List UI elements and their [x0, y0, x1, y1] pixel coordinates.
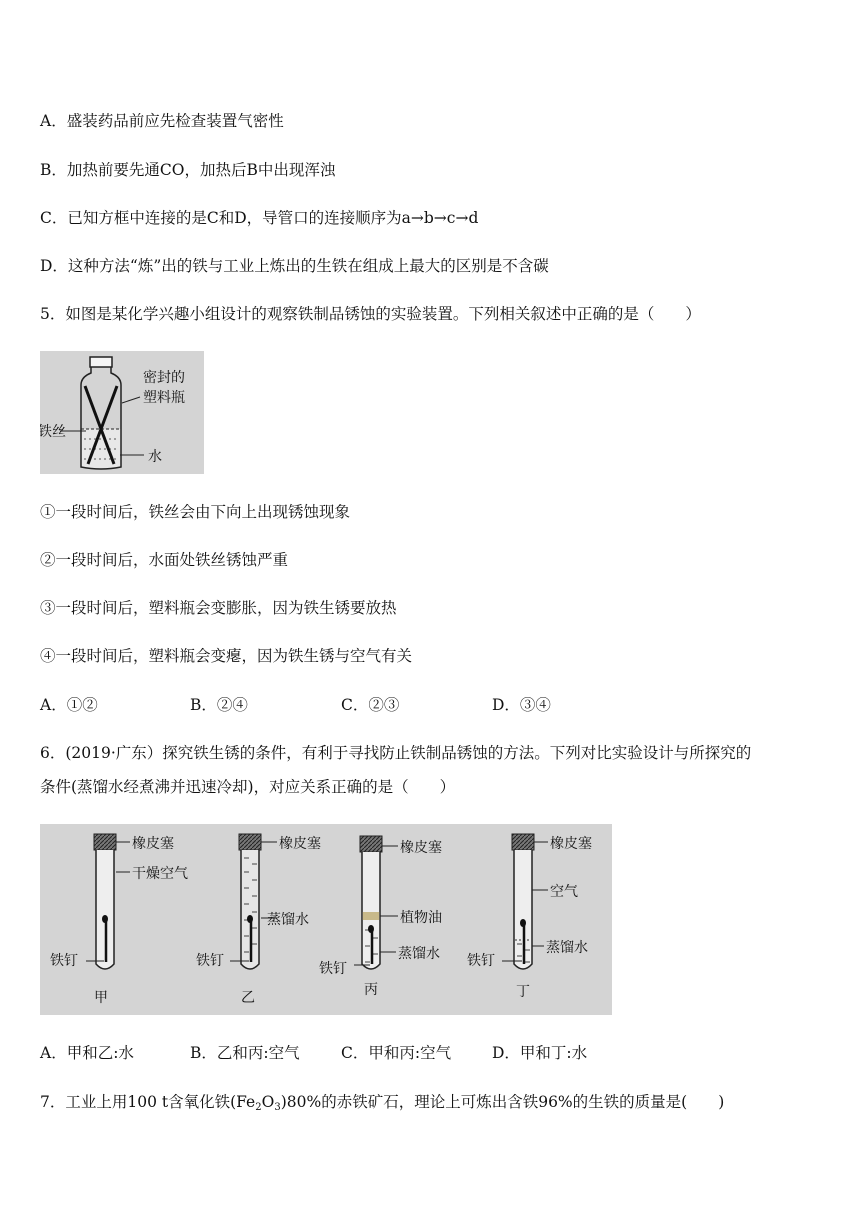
- q7-stem-before: 7．工业上用100 t含氧化铁(Fe: [40, 1093, 256, 1111]
- q7-stem-after: )80%的赤铁矿石，理论上可炼出含铁96%的生铁的质量是( ): [280, 1093, 725, 1111]
- label-dry-air: 干燥空气: [132, 866, 188, 882]
- label-air: 空气: [550, 884, 578, 900]
- q6-stem-line1: 6．(2019·广东）探究铁生锈的条件，有利于寻找防止铁制品锈蚀的方法。下列对比实验设计与所探究的: [40, 744, 752, 762]
- test-tubes-diagram: [40, 824, 612, 1015]
- q4-option-c: C．已知方框中连接的是C和D，导管口的连接顺序为a→b→c→d: [40, 209, 479, 227]
- label-sealed-line2: 塑料瓶: [143, 390, 185, 406]
- q5-figure: [40, 351, 204, 474]
- q5-statement-2: ②一段时间后，水面处铁丝锈蚀严重: [40, 551, 289, 569]
- q6-option-b: B．乙和丙:空气: [190, 1044, 300, 1062]
- label-stopper-bing: 橡皮塞: [400, 840, 442, 856]
- label-nail-bing: 铁钉: [319, 961, 347, 977]
- tube-yi: [196, 834, 321, 1006]
- q5-option-a: A．①②: [40, 696, 98, 714]
- q5-statement-3: ③一段时间后，塑料瓶会变膨胀，因为铁生锈要放热: [40, 599, 397, 617]
- label-tube-jia: 甲: [94, 990, 108, 1006]
- plastic-bottle-diagram: [40, 351, 204, 474]
- q7-sub1: 2: [255, 1102, 262, 1113]
- label-stopper-jia: 橡皮塞: [132, 836, 174, 852]
- label-stopper-ding: 橡皮塞: [550, 836, 592, 852]
- label-tube-yi: 乙: [241, 990, 255, 1006]
- label-water: 水: [148, 449, 162, 465]
- tube-ding: [467, 834, 592, 1000]
- q4-option-b: B．加热前要先通CO，加热后B中出现浑浊: [40, 161, 336, 179]
- q5-option-b: B．②④: [190, 696, 248, 714]
- q5-statement-1: ①一段时间后，铁丝会由下向上出现锈蚀现象: [40, 503, 351, 521]
- q6-option-d: D．甲和丁:水: [492, 1044, 588, 1062]
- label-vegetable-oil: 植物油: [400, 910, 442, 926]
- label-nail-ding: 铁钉: [467, 953, 495, 969]
- label-sealed-line1: 密封的: [143, 370, 185, 386]
- label-nail-jia: 铁钉: [50, 953, 78, 969]
- label-distilled-water-bing: 蒸馏水: [398, 946, 440, 962]
- label-tube-ding: 丁: [516, 984, 530, 1000]
- q5-option-c: C．②③: [341, 696, 400, 714]
- q5-option-d: D．③④: [492, 696, 551, 714]
- q7-stem-mid: O: [261, 1093, 275, 1111]
- q7-stem: [40, 1091, 724, 1113]
- q6-stem-line2: 条件(蒸馏水经煮沸并迅速冷却)，对应关系正确的是（ ）: [40, 778, 456, 796]
- label-nail-yi: 铁钉: [196, 953, 224, 969]
- tube-jia: [50, 834, 188, 1006]
- q7-sub2: 3: [274, 1102, 281, 1113]
- q6-figure: [40, 824, 612, 1015]
- tube-bing: [319, 836, 442, 998]
- label-distilled-water-yi: 蒸馏水: [267, 912, 309, 928]
- q4-option-d: D．这种方法“炼”出的铁与工业上炼出的生铁在组成上最大的区别是不含碳: [40, 257, 549, 275]
- label-iron-wire: 铁丝: [40, 424, 66, 440]
- label-distilled-water-ding: 蒸馏水: [546, 940, 588, 956]
- q6-option-c: C．甲和丙:空气: [341, 1044, 452, 1062]
- q5-stem: 5．如图是某化学兴趣小组设计的观察铁制品锈蚀的实验装置。下列相关叙述中正确的是（ ）: [40, 305, 701, 323]
- label-tube-bing: 丙: [364, 982, 378, 998]
- q5-statement-4: ④一段时间后，塑料瓶会变瘪，因为铁生锈与空气有关: [40, 647, 413, 665]
- label-stopper-yi: 橡皮塞: [279, 836, 321, 852]
- q6-option-a: A．甲和乙:水: [40, 1044, 134, 1062]
- q4-option-a: A．盛装药品前应先检查装置气密性: [40, 112, 284, 130]
